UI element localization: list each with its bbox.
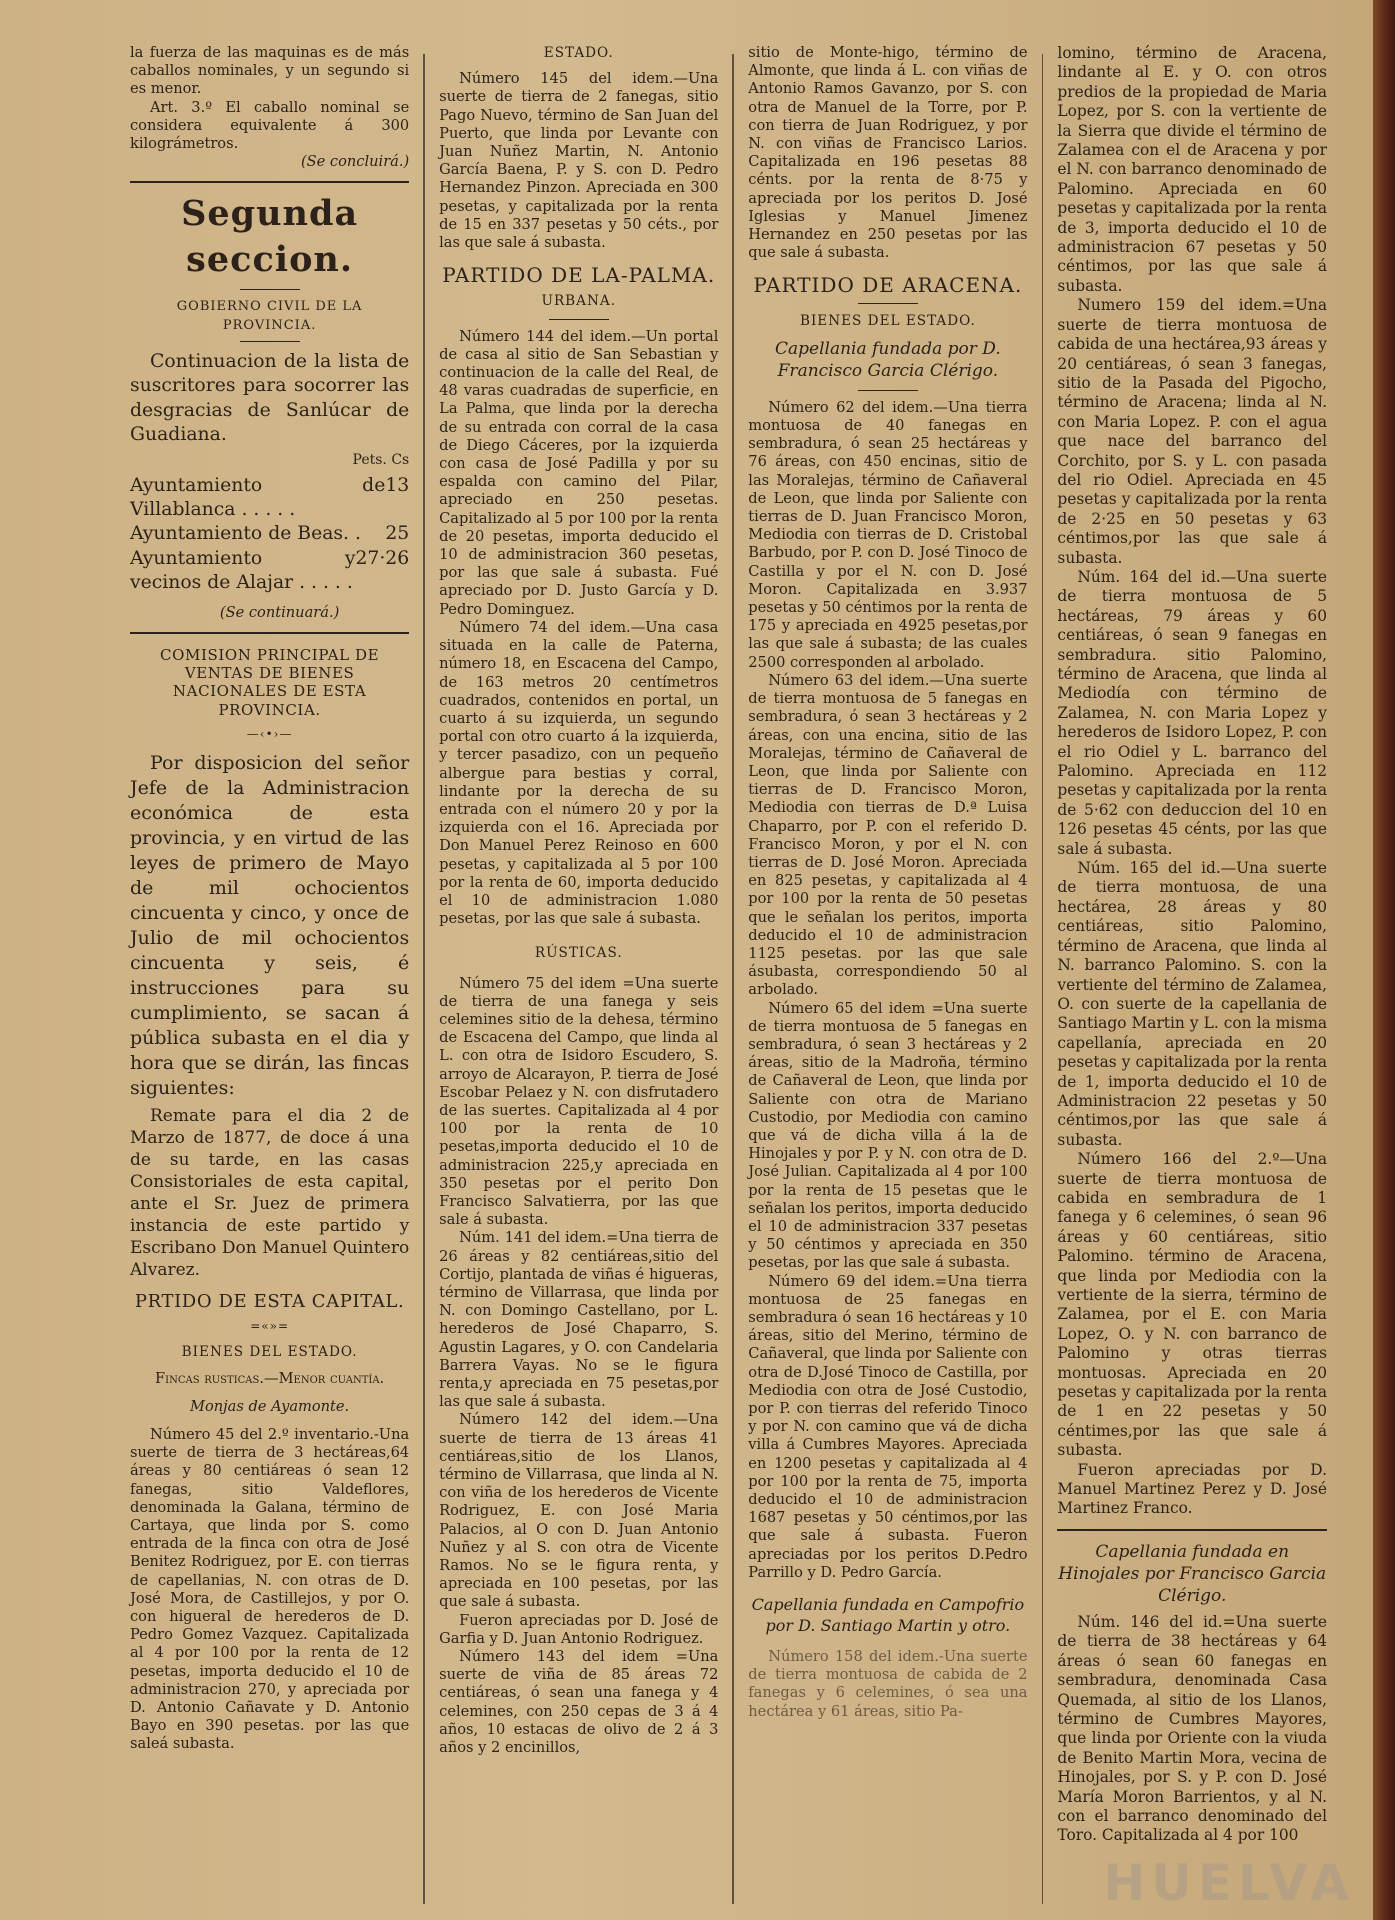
short-rule <box>858 303 918 304</box>
fueron-apreciadas: Fueron apreciadas por D. Manuel Martinez Perez y D. José Martinez Franco. <box>1057 1460 1327 1518</box>
lot-63: Número 63 del idem.—Una suerte de tierra montuosa de 5 fanegas en sembradura, ó sean 3 hectáreas y 2 áreas, con una encina, sitio de las Moralejas, término de Cañaveral de Leon, que linda por Saliente con tierras de D. Francisco Moron, Mediodia con tierras de D.ª Luisa Chaparro, por P. con el referido D. Francisco Moron, y por el N. con tierras de D. José Moron. Apreciada en 825 pesetas, y capitalizada al 4 por 100 por la renta de 50 pesetas que le señalan los peritos, importa deducido el 10 de administracion 1125 pesetas. por las que sale ásubasta, correspondiendo 50 al arbolado. <box>748 671 1028 999</box>
subscriber-amount: 27·26 <box>355 547 410 569</box>
lot-145: Número 145 del idem.—Una suerte de tierra de 2 fanegas, sitio Pago Nuevo, término de San Juan del Puerto, que linda por Levante con Juan Nuñez Martin, N. Antonio García Baena, P. y S. con D. Pedro Hernandez Pinzon. Apreciada en 300 pesetas, y capitalizada por la renta de 15 en 337 pesetas y 50 céts., por las que sale á subasta. <box>439 70 719 252</box>
currency-header: Pets. Cs <box>352 452 410 469</box>
lot-158-continuation: lomino, término de Aracena, lindante al E. y O. con otros predios de la propiedad de Maria Lopez, por S. con la vertiente de la Sierra que divide el término de Zalamea con el de Aracena y por el N. con barranco denominado de Palomino. Apreciada en 60 pesetas y capitalizada por la renta de 3, importa deducido el 10 de administracion 67 pesetas y 50 céntimos, por las que sale á subasta. <box>1057 44 1327 295</box>
suscritores-intro: Continuacion de la lista de suscritores para socorrer las desgracias de Sanlúcar de Guadiana. <box>130 350 410 446</box>
lot-164: Núm. 164 del id.—Una suerte de tierra montuosa de 5 hectáreas, 79 áreas y 60 centiáreas, ó sean 9 fanegas en sembradura. sitio Palomino, término de Aracena, que linda al Mediodía con término de Zalamea, N. con Maria Lopez y herederos de Isidoro Lopez, P. con el rio Odiel y L. barranco del Palomino. Apreciada en 112 pesetas y capitalizada por la renta de 5·62 con deduccion del 10 en 126 pesetas 45 cénts, por las que sale á subasta. <box>1057 567 1327 858</box>
column-rule <box>1042 54 1044 1904</box>
gobierno-heading: GOBIERNO CIVIL DE LA PROVINCIA. <box>176 299 363 333</box>
subscriber-row <box>130 522 409 546</box>
bienes-heading: BIENES DEL ESTADO. <box>799 312 976 329</box>
continuation-text: la fuerza de las maquinas es de más caballos nominales, y un segundo si es menor. <box>130 44 410 98</box>
subscriber-name: Ayuntamiento y vecinos de Alajar . . . . . <box>130 547 356 594</box>
disposicion-text: Por disposicion del señor Jefe de la Administracion económica de esta provincia, y en virtud de las leyes de primero de Mayo de mil ochocientos cincuenta y cinco, y once de Julio de mil ochocientos cincuenta y seis, é instrucciones para su cumplimiento, se sacan á pública subasta en el dia y hora que se dirán, las fincas siguientes: <box>130 751 410 1099</box>
lot-141: Núm. 141 del idem.=Una tierra de 26 áreas y 82 centiáreas,sitio del Cortijo, plantada de viñas é higueras, término de Villarrasa, que linda por N. con Domingo Castellano, por L. herederos de José Chaparro, S. Agustin Lagares, y O. con Candelaria Barrera Vayas. No se le figura renta,y apreciada en 75 pesetas,por las que sale á subasta. <box>439 1229 719 1411</box>
capellania-campofrio-heading: Capellania fundada en Campofrio por D. Santiago Martin y otro. <box>751 1595 1025 1636</box>
lot-69: Número 69 del idem.=Una tierra montuosa de 25 fanegas en sembradura ó sean 16 hectáreas y 10 áreas, sitio del Merino, término de Cañaveral, que linda por Saliente con otra de D.José Tinoco de Castilla, por Mediodia con otra de José Custodio, por P. con tierras del referido Tinoco y por N. con camino que vá de dicha villa á Cumbres Mayores. Apreciada en 1200 pesetas y capitalizada al 4 por 100 por la renta de 75, importa deducido el 10 de administracion 1687 pesetas y 50 céntimos,por las que sale á subasta. Fueron apreciadas por los peritos D.Pedro Parrillo y D. Pedro García. <box>748 1272 1028 1581</box>
ornament: =«»= <box>250 1319 289 1334</box>
column-rule <box>732 54 734 1904</box>
fincas-heading: Fincas rusticas.—Menor cuantía. <box>155 1369 385 1387</box>
se-continuara: (Se continuará.) <box>219 603 340 621</box>
column-4 <box>1047 44 1337 1904</box>
lot-75: Número 75 del idem =Una suerte de tierra de una fanega y seis celemines sitio de la dehesa, término de Escacena del Campo, que linda al L. con otra de Isidoro Escudero, S. arroyo de Alcarayon, P. tierra de José Escobar Pelaez y N. con disfrutadero de las suertes. Capitalizada al 4 por 100 por la renta de 10 pesetas,importa deducido el 10 de administracion 225,y apreciada en 350 pesetas por el perito Don Francisco Salvatierra, por las que sale á subasta. <box>439 974 719 1229</box>
subscriber-name: Ayuntamiento de Beas. . <box>130 523 361 545</box>
column-1 <box>120 44 419 1904</box>
lot-74: Número 74 del idem.—Una casa situada en la calle de Paterna, número 18, en Escacena del Campo, de 163 metros 20 centímetros cuadrados, contenidos en portal, un cuarto á su izquierda, un segundo portal con otro cuarto á la izquierda, y tercer pasadizo, con un pequeño albergue para bestias y corral, lindante por la derecha de su entrada con el número 20 y por la izquierda con el 16. Apreciada por Don Manuel Perez Reinoso en 600 pesetas, y capitalizada al 5 por 100 por la renta de 60, importa deducido el 10 de administracion 1.080 pesetas, por las que sale á subasta. <box>439 618 719 928</box>
subscriber-amount: 25 <box>385 523 410 545</box>
lot-65: Número 65 del idem =Una suerte de tierra montuosa de 5 fanegas en sembradura, ó sean 3 hectáreas y 2 áreas, sitio de la Madroña, término de Cañaveral de Leon, que linda por Saliente con otra de Mariano Custodio, por Mediodia con camino que vá de dicha villa á la de Hinojales y por P. y N. con otra de D. José Julian. Capitalizada al 4 por 100 por la renta de 15 pesetas que le señalan los peritos, importa deducido el 10 de administracion 337 pesetas y 50 céntimos y apreciada en 350 pesetas, por las que sale á subasta. <box>748 999 1028 1272</box>
capellania-hinojales-heading: Capellania fundada en Hinojales por Francisco Garcia Clérigo. <box>1058 1541 1327 1606</box>
urbana-heading: URBANA. <box>541 293 617 310</box>
page-binding-edge <box>1373 0 1395 1920</box>
section-rule <box>130 632 409 634</box>
section-title: Segunda seccion. <box>181 193 359 281</box>
se-concluira: (Se concluirá.) <box>300 153 410 171</box>
short-rule <box>858 390 918 391</box>
section-rule <box>130 181 409 183</box>
partido-aracena-heading: PARTIDO DE ARACENA. <box>753 273 1023 298</box>
lot-158: Número 158 del idem.-Una suerte de tierra montuosa de cabida de 2 fanegas y 6 celemines, ó sea una hectárea y 61 áreas, sitio Pa- <box>748 1648 1028 1720</box>
lot-143-continuation: sitio de Monte-higo, término de Almonte, que linda á L. con viñas de Antonio Ramos Gavanzo, por S. con otra de Manuel de la Torre, por P. con tierra de Juan Rodriguez, y por N. con viñas de Francisco Larios. Capitalizada en 196 pesetas 88 cénts. por la renta de 8·75 y apreciada por los peritos D. José Iglesias y Manuel Jimenez Hernandez en 250 pesetas por las que sale á subasta. <box>748 44 1028 262</box>
lot-142: Número 142 del idem.—Una suerte de tierra de 13 áreas 41 centiáreas,sitio de los Llanos, término de Villarrasa, que linda al N. con viña de los herederos de Vicente Rodriguez, E. con José Maria Palacios, al O con D. Juan Antonio Nuñez y al S. con otra de Vicente Ramos. No se le figura renta, y apreciada en 100 pesetas, por las que sale á subasta. <box>439 1411 719 1611</box>
remate-text: Remate para el dia 2 de Marzo de 1877, de doce á una de su tarde, en las casas Consistoriales de esta capital, ante el Sr. Juez de primera instancia de este partido y Escribano Don Manuel Quintero Alvarez. <box>130 1105 410 1280</box>
subscriber-row <box>130 474 409 523</box>
lot-159: Numero 159 del idem.=Una suerte de tierra montuosa de cabida de una hectárea,93 áreas y 20 centiáreas, ó sean 3 fanegas, sitio de la Pasada del Pigocho, término de Aracena; linda al N. con Maria Lopez. P. con el agua que nace del barranco del Corchito, por S. y L. con pasada del rio Odiel. Apreciada en 45 pesetas y capitalizada por la renta de 2·25 en 50 pesetas y 63 céntimos,por las que sale á subasta. <box>1057 296 1327 567</box>
article-3: Art. 3.º El caballo nominal se considera equivalente á 300 kilográmetros. <box>130 98 410 153</box>
lot-166: Número 166 del 2.º—Una suerte de tierra montuosa de cabida en sembradura de 1 fanega y 6 celemines, ó sean 96 áreas y 60 centiáreas, sitio Palomino. término de Aracena, que linda por Mediodia con la vertiente de la sierra, término de Zalamea, por el E. con Maria Lopez, O. y N. con barranco de Palomino y otras tierras montuosas. Apreciada en 20 pesetas y capitalizada por la renta de 1 en 22 pesetas y 50 céntimes,por las que sale á subasta. <box>1057 1150 1327 1460</box>
lot-62: Número 62 del idem.—Una tierra montuosa de 40 fanegas en sembradura, ó sean 25 hectáreas y 76 áreas, con 450 encinas, sitio de las Moralejas, término de Cañaveral de Leon, que linda por Saliente con tierras de D. Juan Francisco Moron, Mediodia con tierras de D. Cristobal Barbudo, por P. con D. José Tinoco de Castilla y por el N. con D. José Moron. Capitalizada en 3.937 pesetas y 50 céntimos por la renta de 175 y apreciada en 4925 pesetas,por las que sale á subasta; de las cuales 2500 corresponden al arbolado. <box>748 398 1028 671</box>
archive-watermark: HUELVA <box>1103 1854 1355 1912</box>
subscriber-amount: 13 <box>385 474 410 496</box>
section-rule <box>1057 1529 1327 1531</box>
fueron-apreciadas: Fueron apreciadas por D. José de Garfia y D. Juan Antonio Rodriguez. <box>439 1611 719 1647</box>
lot-143: Número 143 del idem =Una suerte de viña de 85 áreas 72 centiáreas, ó sean una fanega y 4 celemines, con 250 cepas de 3 á 4 años, 10 estacas de olivo de 2 á 3 años y 2 encinillos, <box>439 1648 719 1757</box>
subscriber-name: Ayuntamiento de Villablanca . . . . . <box>130 474 386 521</box>
subscriber-row <box>130 547 409 596</box>
short-rule <box>240 341 300 342</box>
bienes-heading: BIENES DEL ESTADO. <box>181 1344 358 1361</box>
lot-165: Núm. 165 del id.—Una suerte de tierra montuosa, de una hectárea, 28 áreas y 80 centiáreas, sitio Palomino, término de Aracena, que linda al N. barranco Palomino. S. con la vertiente del término de Zalamea, O. con suerte de la capellania de Santiago Martin y L. con la misma capellanía, apreciada en 20 pesetas y capitalizada por la renta de 1, importa deducido el 10 de Administracion 22 pesetas y 50 céntimos,por las que sale á subasta. <box>1057 859 1327 1149</box>
capellania-heading: Capellania fundada por D. Francisco Garcia Clérigo. <box>775 338 1001 381</box>
column-2 <box>429 44 728 1904</box>
partido-capital-heading: PRTIDO DE ESTA CAPITAL. <box>134 1290 405 1312</box>
partido-palma-heading: PARTIDO DE LA-PALMA. <box>442 263 716 288</box>
ornament: —‹•›— <box>246 726 293 741</box>
column-3 <box>738 44 1037 1904</box>
monjas-heading: Monjas de Ayamonte. <box>190 1397 350 1415</box>
short-rule <box>549 319 609 320</box>
column-rule <box>423 54 425 1904</box>
lot-146: Núm. 146 del id.=Una suerte de tierra de 38 hectáreas y 64 áreas ó sean 60 fanegas en sembradura, denominada Casa Quemada, al sitio de los Llanos, término de Cumbres Mayores, que linda por Oriente con la viuda de Benito Martin Mora, vecina de Hinojales, por S. y P. con D. José María Moron Barrientos, y al N. con el barranco denominado del Toro. Capitalizada al 4 por 100 <box>1057 1612 1327 1845</box>
short-rule <box>240 289 300 290</box>
lot-144: Número 144 del idem.—Un portal de casa al sitio de San Sebastian y continuacion de la calle del Real, de 48 varas cuadradas de superficie, en La Palma, que linda por la derecha de su entrada con corral de la casa de Diego Cáceres, por la izquierda con casa de José Padilla y por su espalda con camino del Pilar, apreciado en 250 pesetas. Capitalizado al 5 por 100 por la renta de 20 pesetas, importa deducido el 10 de administracion 360 pesetas, por las que sale á subasta. Fué apreciado por D. Justo García y D. Pedro Dominguez. <box>439 327 719 618</box>
columns <box>120 44 1337 1904</box>
rusticas-heading: RÚSTICAS. <box>534 945 623 962</box>
lot-45: Número 45 del 2.º inventario.-Una suerte de tierra de 3 hectáreas,64 áreas y 80 centiáreas ó sean 12 fanegas, sitio Valdeflores, denominada la Galana, término de Cartaya, que linda por S. como entrada de la finca con otra de José Benitez Rodriguez, por E. con tierras de capellanias, N. con otras de D. José Mora, de Castillejos, y por O. con higueral de herederos de D. Pedro Gomez Vazquez. Capitalizada al 4 por 100 por la renta de 12 pesetas, importa deducido el 10 de administracion 270, y apreciada por D. Antonio Cañavate y D. Antonio Bayo en 390 pesetas. por las que saleá subasta. <box>130 1425 410 1753</box>
comision-heading: COMISION PRINCIPAL DE VENTAS DE BIENES NACIONALES DE ESTA PROVINCIA. <box>160 645 380 719</box>
estado-heading: ESTADO. <box>543 45 614 61</box>
